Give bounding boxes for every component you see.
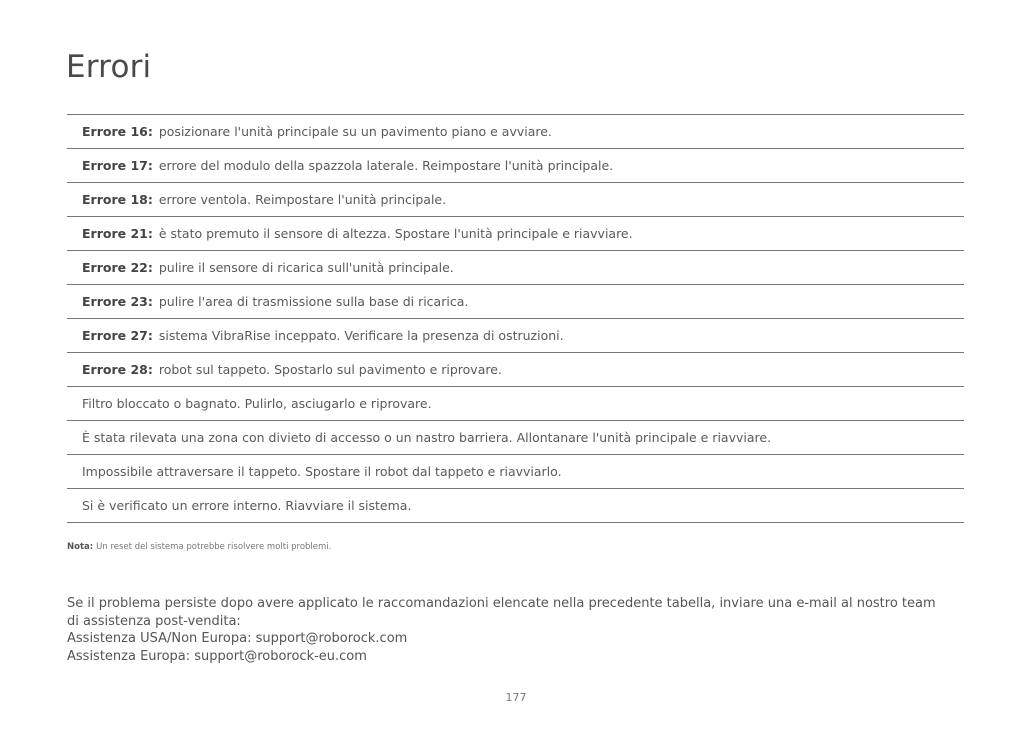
support-europe: Assistenza Europa: support@roborock-eu.com — [67, 648, 367, 664]
error-description: È stata rilevata una zona con divieto di accesso o un nastro barriera. Allontanare l'unità principale e riavviare. — [82, 430, 772, 445]
page-number: 177 — [505, 691, 527, 704]
table-row — [67, 217, 964, 251]
error-table — [67, 114, 964, 523]
support-usa: Assistenza USA/Non Europa: support@roborock.com — [67, 631, 408, 646]
table-row — [67, 285, 964, 319]
page-title: Errori — [66, 49, 152, 85]
table-row — [67, 353, 964, 387]
table-row — [67, 319, 964, 353]
note-text: Un reset del sistema potrebbe risolvere molti problemi. — [96, 542, 332, 552]
table-row — [67, 455, 964, 489]
error-code: Errore 21: — [82, 226, 153, 241]
table-row — [67, 387, 964, 421]
note-label: Nota: — [67, 542, 94, 552]
error-description: Filtro bloccato o bagnato. Pulirlo, asciugarlo e riprovare. — [82, 396, 432, 411]
error-description: Impossibile attraversare il tappeto. Spostare il robot dal tappeto e riavviarlo. — [82, 464, 562, 479]
table-row — [67, 489, 964, 523]
error-description: sistema VibraRise inceppato. Verificare la presenza di ostruzioni. — [158, 328, 564, 343]
support-info — [67, 595, 947, 665]
table-row — [67, 251, 964, 285]
error-description: pulire il sensore di ricarica sull'unità principale. — [158, 260, 454, 275]
error-description: errore del modulo della spazzola laterale. Reimpostare l'unità principale. — [158, 158, 614, 173]
error-description: Si è verificato un errore interno. Riavviare il sistema. — [82, 498, 412, 513]
table-row — [67, 421, 964, 455]
table-row — [67, 149, 964, 183]
error-code: Errore 28: — [82, 362, 153, 377]
error-description: posizionare l'unità principale su un pavimento piano e avviare. — [158, 124, 552, 139]
table-row — [67, 115, 964, 149]
note — [67, 542, 331, 552]
error-description: errore ventola. Reimpostare l'unità principale. — [158, 192, 447, 207]
error-code: Errore 27: — [82, 328, 153, 343]
error-code: Errore 23: — [82, 294, 153, 309]
error-code: Errore 16: — [82, 124, 153, 139]
error-code: Errore 22: — [82, 260, 153, 275]
error-description: pulire l'area di trasmissione sulla base di ricarica. — [158, 294, 469, 309]
error-code: Errore 17: — [82, 158, 153, 173]
support-intro: Se il problema persiste dopo avere applicato le raccomandazioni elencate nella precedente tabella, inviare una e-mail al nostro team di assistenza post-vendita: — [67, 596, 936, 629]
error-code: Errore 18: — [82, 192, 153, 207]
table-row — [67, 183, 964, 217]
error-description: è stato premuto il sensore di altezza. Spostare l'unità principale e riavviare. — [158, 226, 633, 241]
error-description: robot sul tappeto. Spostarlo sul pavimento e riprovare. — [158, 362, 502, 377]
